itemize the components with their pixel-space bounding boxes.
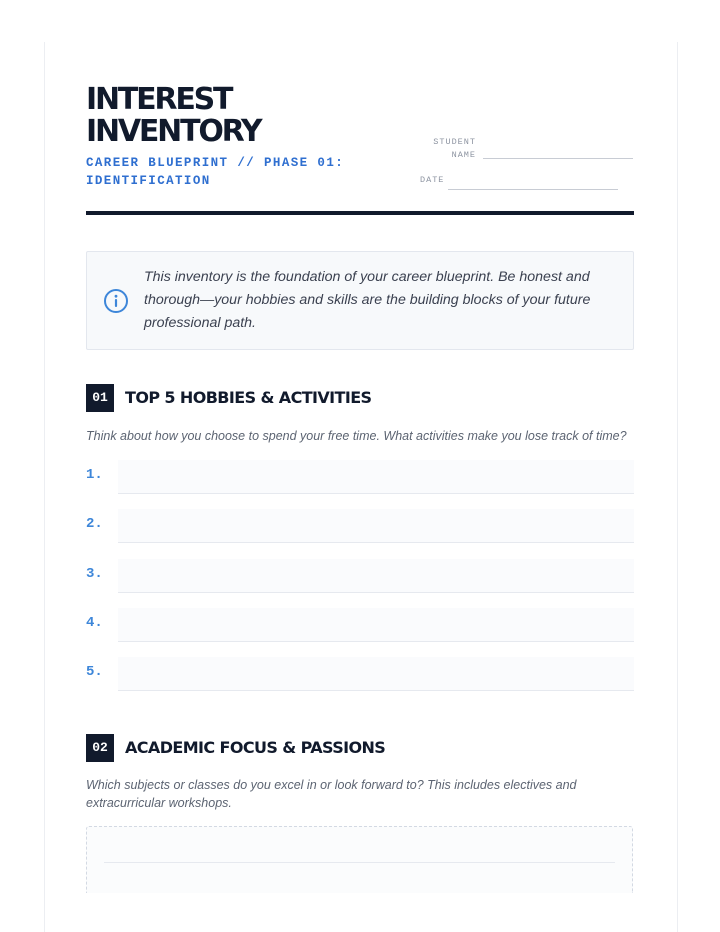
subtitle-line-2: IDENTIFICATION xyxy=(86,174,211,188)
academic-focus-response[interactable] xyxy=(86,826,633,893)
hobby-input[interactable] xyxy=(118,657,634,691)
info-icon xyxy=(103,288,129,314)
hobby-item-4 xyxy=(86,608,634,642)
hobby-input[interactable] xyxy=(118,559,634,593)
section-1-number: 01 xyxy=(86,384,114,412)
hobby-item-number: 2. xyxy=(86,516,103,532)
title-line-1: INTEREST xyxy=(86,82,232,117)
hobby-item-2 xyxy=(86,509,634,543)
section-2-description: Which subjects or classes do you excel in or look forward to? This includes electives and extracurricular workshops. xyxy=(86,778,577,810)
section-2-title: ACADEMIC FOCUS & PASSIONS xyxy=(125,738,386,757)
student-name-label: STUDENT NAME xyxy=(433,137,476,160)
section-2-number: 02 xyxy=(86,734,114,762)
date-field[interactable] xyxy=(448,189,618,190)
callout-text: This inventory is the foundation of your career blueprint. Be honest and thorough—your hobbies and skills are the building blocks of your future professional path. xyxy=(144,269,591,331)
hobby-item-number: 4. xyxy=(86,615,103,631)
response-line xyxy=(104,862,615,863)
intro-callout xyxy=(86,251,634,350)
hobby-input[interactable] xyxy=(118,509,634,543)
hobby-item-5 xyxy=(86,657,634,691)
hobby-item-number: 3. xyxy=(86,566,103,582)
section-1-description: Think about how you choose to spend your free time. What activities make you lose track of time? xyxy=(86,429,627,443)
page-subtitle xyxy=(86,154,344,190)
hobby-item-3 xyxy=(86,559,634,593)
hobby-item-number: 1. xyxy=(86,467,103,483)
subtitle-line-1: CAREER BLUEPRINT // PHASE 01: xyxy=(86,156,345,170)
hobby-item-number: 5. xyxy=(86,664,103,680)
hobby-input[interactable] xyxy=(118,608,634,642)
hobby-input[interactable] xyxy=(118,460,634,494)
header-divider xyxy=(86,211,634,215)
date-label: DATE xyxy=(420,175,445,185)
student-name-field[interactable] xyxy=(483,158,633,159)
page-title xyxy=(86,84,260,148)
hobby-item-1 xyxy=(86,460,634,494)
title-line-2: INVENTORY xyxy=(86,114,261,149)
section-1-title: TOP 5 HOBBIES & ACTIVITIES xyxy=(125,388,372,407)
